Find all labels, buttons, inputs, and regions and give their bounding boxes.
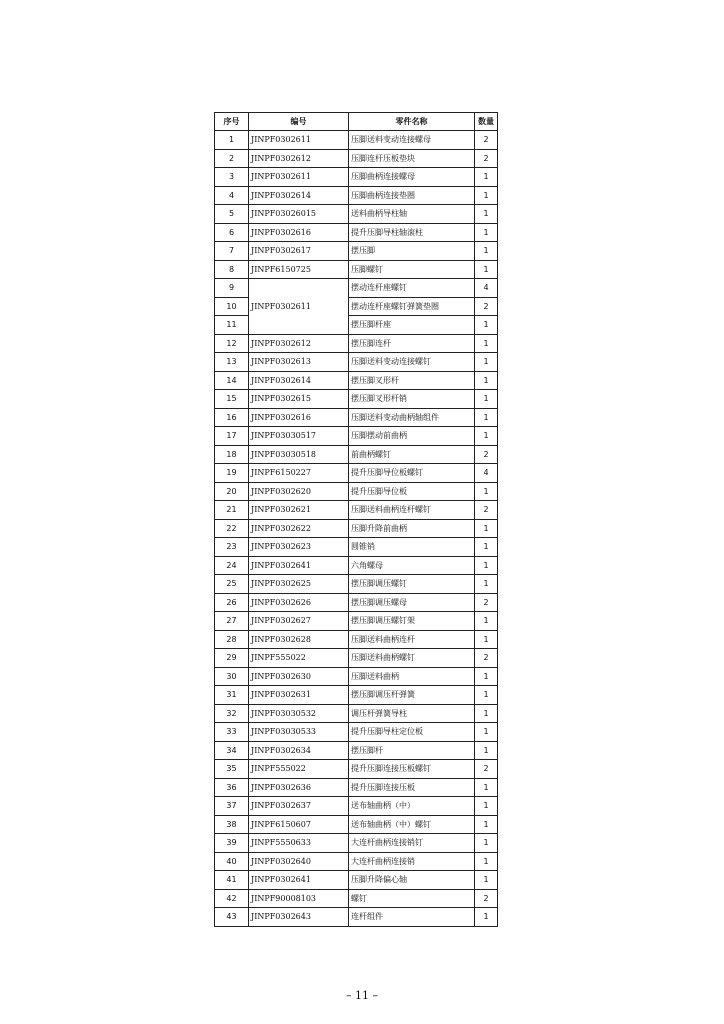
row-code: JINPF03030517 — [249, 427, 349, 446]
row-code: JINPF6150607 — [249, 815, 349, 834]
row-seq: 40 — [215, 852, 249, 871]
row-code: JINPF0302612 — [249, 334, 349, 353]
row-seq: 4 — [215, 186, 249, 205]
table-row — [215, 593, 498, 612]
row-code: JINPF555022 — [249, 649, 349, 668]
parts-table-body — [215, 131, 498, 927]
row-seq: 6 — [215, 223, 249, 242]
row-quantity: 2 — [475, 649, 498, 668]
row-code: JINPF0302643 — [249, 908, 349, 927]
row-seq: 3 — [215, 168, 249, 187]
row-seq: 30 — [215, 667, 249, 686]
table-row — [215, 186, 498, 205]
table-row — [215, 686, 498, 705]
row-quantity: 1 — [475, 186, 498, 205]
row-quantity: 1 — [475, 575, 498, 594]
row-part-name: 摆压脚调压螺钉 — [349, 575, 475, 594]
row-seq: 5 — [215, 205, 249, 224]
row-part-name: 提升压脚连接压板 — [349, 778, 475, 797]
row-quantity: 1 — [475, 797, 498, 816]
table-row — [215, 482, 498, 501]
table-row — [215, 260, 498, 279]
row-code: JINPF0302631 — [249, 686, 349, 705]
row-quantity: 1 — [475, 871, 498, 890]
row-code: JINPF0302613 — [249, 353, 349, 372]
row-quantity: 2 — [475, 445, 498, 464]
row-part-name: 大连杆曲柄连接销 — [349, 852, 475, 871]
row-code: JINPF0302614 — [249, 186, 349, 205]
row-quantity: 1 — [475, 612, 498, 631]
row-code: JINPF0302611 — [249, 279, 349, 335]
table-row — [215, 353, 498, 372]
row-seq: 26 — [215, 593, 249, 612]
table-row — [215, 797, 498, 816]
row-code: JINPF0302616 — [249, 223, 349, 242]
row-part-name: 前曲柄螺钉 — [349, 445, 475, 464]
row-quantity: 2 — [475, 297, 498, 316]
table-row — [215, 723, 498, 742]
row-code: JINPF0302620 — [249, 482, 349, 501]
row-seq: 28 — [215, 630, 249, 649]
row-part-name: 摆动连杆座螺钉 — [349, 279, 475, 298]
table-row — [215, 371, 498, 390]
row-code: JINPF0302623 — [249, 538, 349, 557]
table-row — [215, 408, 498, 427]
table-row — [215, 630, 498, 649]
row-part-name: 提升压脚导柱定位板 — [349, 723, 475, 742]
row-code: JINPF0302626 — [249, 593, 349, 612]
table-row — [215, 612, 498, 631]
row-code: JINPF0302622 — [249, 519, 349, 538]
row-part-name: 调压杆弹簧导柱 — [349, 704, 475, 723]
page-number: – 11 – — [346, 989, 378, 1002]
row-part-name: 压脚送料曲柄 — [349, 667, 475, 686]
row-part-name: 提升压脚导柱轴滚柱 — [349, 223, 475, 242]
row-quantity: 1 — [475, 538, 498, 557]
row-quantity: 4 — [475, 279, 498, 298]
row-seq: 12 — [215, 334, 249, 353]
row-code: JINPF03030532 — [249, 704, 349, 723]
row-code: JINPF0302614 — [249, 371, 349, 390]
table-row — [215, 427, 498, 446]
table-row — [215, 445, 498, 464]
row-part-name: 六角螺母 — [349, 556, 475, 575]
row-part-name: 压脚升降偏心轴 — [349, 871, 475, 890]
header-seq: 序号 — [215, 113, 249, 131]
row-quantity: 2 — [475, 760, 498, 779]
row-part-name: 压脚连杆压板垫块 — [349, 149, 475, 168]
row-quantity: 2 — [475, 149, 498, 168]
row-code: JINPF0302616 — [249, 408, 349, 427]
header-quantity: 数量 — [475, 113, 498, 131]
table-row — [215, 149, 498, 168]
table-row — [215, 871, 498, 890]
row-quantity: 2 — [475, 889, 498, 908]
table-row — [215, 205, 498, 224]
row-part-name: 压脚送料曲柄连杆 — [349, 630, 475, 649]
row-code: JINPF0302625 — [249, 575, 349, 594]
row-part-name: 螺钉 — [349, 889, 475, 908]
header-part-name: 零件名称 — [349, 113, 475, 131]
row-quantity: 1 — [475, 260, 498, 279]
row-code: JINPF03030518 — [249, 445, 349, 464]
row-seq: 19 — [215, 464, 249, 483]
row-quantity: 1 — [475, 316, 498, 335]
row-part-name: 送布轴曲柄（中） — [349, 797, 475, 816]
row-seq: 10 — [215, 297, 249, 316]
row-part-name: 压脚送料变动连接螺母 — [349, 131, 475, 150]
row-quantity: 1 — [475, 427, 498, 446]
row-code: JINPF6150227 — [249, 464, 349, 483]
row-seq: 37 — [215, 797, 249, 816]
row-part-name: 压脚升降前曲柄 — [349, 519, 475, 538]
row-seq: 8 — [215, 260, 249, 279]
row-code: JINPF0302641 — [249, 871, 349, 890]
table-row — [215, 815, 498, 834]
row-quantity: 1 — [475, 704, 498, 723]
table-row — [215, 889, 498, 908]
table-row — [215, 334, 498, 353]
row-quantity: 1 — [475, 408, 498, 427]
row-seq: 39 — [215, 834, 249, 853]
row-code: JINPF0302640 — [249, 852, 349, 871]
row-code: JINPF6150725 — [249, 260, 349, 279]
row-code: JINPF0302615 — [249, 390, 349, 409]
row-part-name: 摆动连杆座螺钉弹簧垫圈 — [349, 297, 475, 316]
row-part-name: 摆压脚杆座 — [349, 316, 475, 335]
row-seq: 23 — [215, 538, 249, 557]
row-part-name: 提升压脚连接压板螺钉 — [349, 760, 475, 779]
row-quantity: 1 — [475, 353, 498, 372]
row-part-name: 摆压脚调压螺钉架 — [349, 612, 475, 631]
row-seq: 1 — [215, 131, 249, 150]
row-seq: 27 — [215, 612, 249, 631]
row-quantity: 2 — [475, 501, 498, 520]
row-seq: 16 — [215, 408, 249, 427]
row-seq: 33 — [215, 723, 249, 742]
row-quantity: 2 — [475, 131, 498, 150]
row-code: JINPF555022 — [249, 760, 349, 779]
row-part-name: 压脚送料变动连接螺钉 — [349, 353, 475, 372]
row-seq: 2 — [215, 149, 249, 168]
row-part-name: 压脚送料变动曲柄轴组件 — [349, 408, 475, 427]
table-row — [215, 667, 498, 686]
row-quantity: 1 — [475, 741, 498, 760]
row-seq: 25 — [215, 575, 249, 594]
row-code: JINPF0302621 — [249, 501, 349, 520]
row-quantity: 1 — [475, 334, 498, 353]
row-code: JINPF0302617 — [249, 242, 349, 261]
row-seq: 36 — [215, 778, 249, 797]
row-code: JINPF0302636 — [249, 778, 349, 797]
row-quantity: 1 — [475, 834, 498, 853]
table-row — [215, 649, 498, 668]
row-part-name: 圆锥销 — [349, 538, 475, 557]
row-part-name: 送料曲柄导柱轴 — [349, 205, 475, 224]
row-seq: 11 — [215, 316, 249, 335]
row-quantity: 1 — [475, 723, 498, 742]
row-part-name: 摆压脚叉形杆 — [349, 371, 475, 390]
row-code: JINPF5550633 — [249, 834, 349, 853]
row-quantity: 1 — [475, 223, 498, 242]
row-part-name: 压脚送料曲柄连杆螺钉 — [349, 501, 475, 520]
table-row — [215, 760, 498, 779]
row-quantity: 1 — [475, 482, 498, 501]
row-code: JINPF0302630 — [249, 667, 349, 686]
row-seq: 15 — [215, 390, 249, 409]
row-quantity: 1 — [475, 630, 498, 649]
row-code: JINPF0302627 — [249, 612, 349, 631]
table-row — [215, 704, 498, 723]
row-quantity: 1 — [475, 778, 498, 797]
table-header-row — [215, 113, 498, 131]
table-row — [215, 131, 498, 150]
table-row — [215, 464, 498, 483]
row-seq: 31 — [215, 686, 249, 705]
row-code: JINPF0302628 — [249, 630, 349, 649]
row-quantity: 1 — [475, 390, 498, 409]
table-row — [215, 908, 498, 927]
row-part-name: 提升压脚导位板螺钉 — [349, 464, 475, 483]
row-code: JINPF03030533 — [249, 723, 349, 742]
row-quantity: 1 — [475, 852, 498, 871]
row-quantity: 1 — [475, 168, 498, 187]
row-quantity: 1 — [475, 686, 498, 705]
row-seq: 18 — [215, 445, 249, 464]
row-part-name: 摆压脚 — [349, 242, 475, 261]
row-code: JINPF03026015 — [249, 205, 349, 224]
row-part-name: 摆压脚调压螺母 — [349, 593, 475, 612]
table-row — [215, 242, 498, 261]
row-seq: 43 — [215, 908, 249, 927]
row-seq: 13 — [215, 353, 249, 372]
table-row — [215, 538, 498, 557]
table-row — [215, 501, 498, 520]
table-row — [215, 168, 498, 187]
row-quantity: 1 — [475, 667, 498, 686]
row-quantity: 1 — [475, 908, 498, 927]
row-code: JINPF0302611 — [249, 168, 349, 187]
row-part-name: 压脚曲柄连接垫圈 — [349, 186, 475, 205]
row-part-name: 摆压脚叉形杆销 — [349, 390, 475, 409]
row-seq: 32 — [215, 704, 249, 723]
row-quantity: 1 — [475, 242, 498, 261]
row-part-name: 摆压脚杆 — [349, 741, 475, 760]
row-quantity: 4 — [475, 464, 498, 483]
row-part-name: 送布轴曲柄（中）螺钉 — [349, 815, 475, 834]
row-code: JINPF0302641 — [249, 556, 349, 575]
row-part-name: 压脚摆动前曲柄 — [349, 427, 475, 446]
row-seq: 22 — [215, 519, 249, 538]
row-seq: 17 — [215, 427, 249, 446]
row-quantity: 2 — [475, 593, 498, 612]
row-seq: 35 — [215, 760, 249, 779]
row-code: JINPF0302612 — [249, 149, 349, 168]
table-row — [215, 279, 498, 298]
table-row — [215, 834, 498, 853]
table-row — [215, 575, 498, 594]
row-code: JINPF90008103 — [249, 889, 349, 908]
table-row — [215, 556, 498, 575]
row-seq: 29 — [215, 649, 249, 668]
row-code: JINPF0302637 — [249, 797, 349, 816]
row-seq: 7 — [215, 242, 249, 261]
table-row — [215, 519, 498, 538]
row-part-name: 摆压脚连杆 — [349, 334, 475, 353]
row-code: JINPF0302634 — [249, 741, 349, 760]
row-seq: 38 — [215, 815, 249, 834]
table-row — [215, 852, 498, 871]
row-quantity: 1 — [475, 815, 498, 834]
row-quantity: 1 — [475, 371, 498, 390]
row-part-name: 提升压脚导位板 — [349, 482, 475, 501]
row-seq: 20 — [215, 482, 249, 501]
row-part-name: 摆压脚调压杆弹簧 — [349, 686, 475, 705]
row-part-name: 连杆组件 — [349, 908, 475, 927]
row-quantity: 1 — [475, 519, 498, 538]
row-seq: 34 — [215, 741, 249, 760]
row-part-name: 压脚螺钉 — [349, 260, 475, 279]
parts-table — [214, 112, 498, 927]
row-seq: 9 — [215, 279, 249, 298]
row-seq: 42 — [215, 889, 249, 908]
header-code: 编号 — [249, 113, 349, 131]
row-seq: 24 — [215, 556, 249, 575]
row-part-name: 压脚送料曲柄螺钉 — [349, 649, 475, 668]
table-row — [215, 741, 498, 760]
row-quantity: 1 — [475, 556, 498, 575]
row-seq: 14 — [215, 371, 249, 390]
row-seq: 41 — [215, 871, 249, 890]
row-part-name: 压脚曲柄连接螺母 — [349, 168, 475, 187]
table-row — [215, 223, 498, 242]
row-seq: 21 — [215, 501, 249, 520]
row-part-name: 大连杆曲柄连接销钉 — [349, 834, 475, 853]
table-row — [215, 778, 498, 797]
row-quantity: 1 — [475, 205, 498, 224]
table-row — [215, 390, 498, 409]
row-code: JINPF0302611 — [249, 131, 349, 150]
